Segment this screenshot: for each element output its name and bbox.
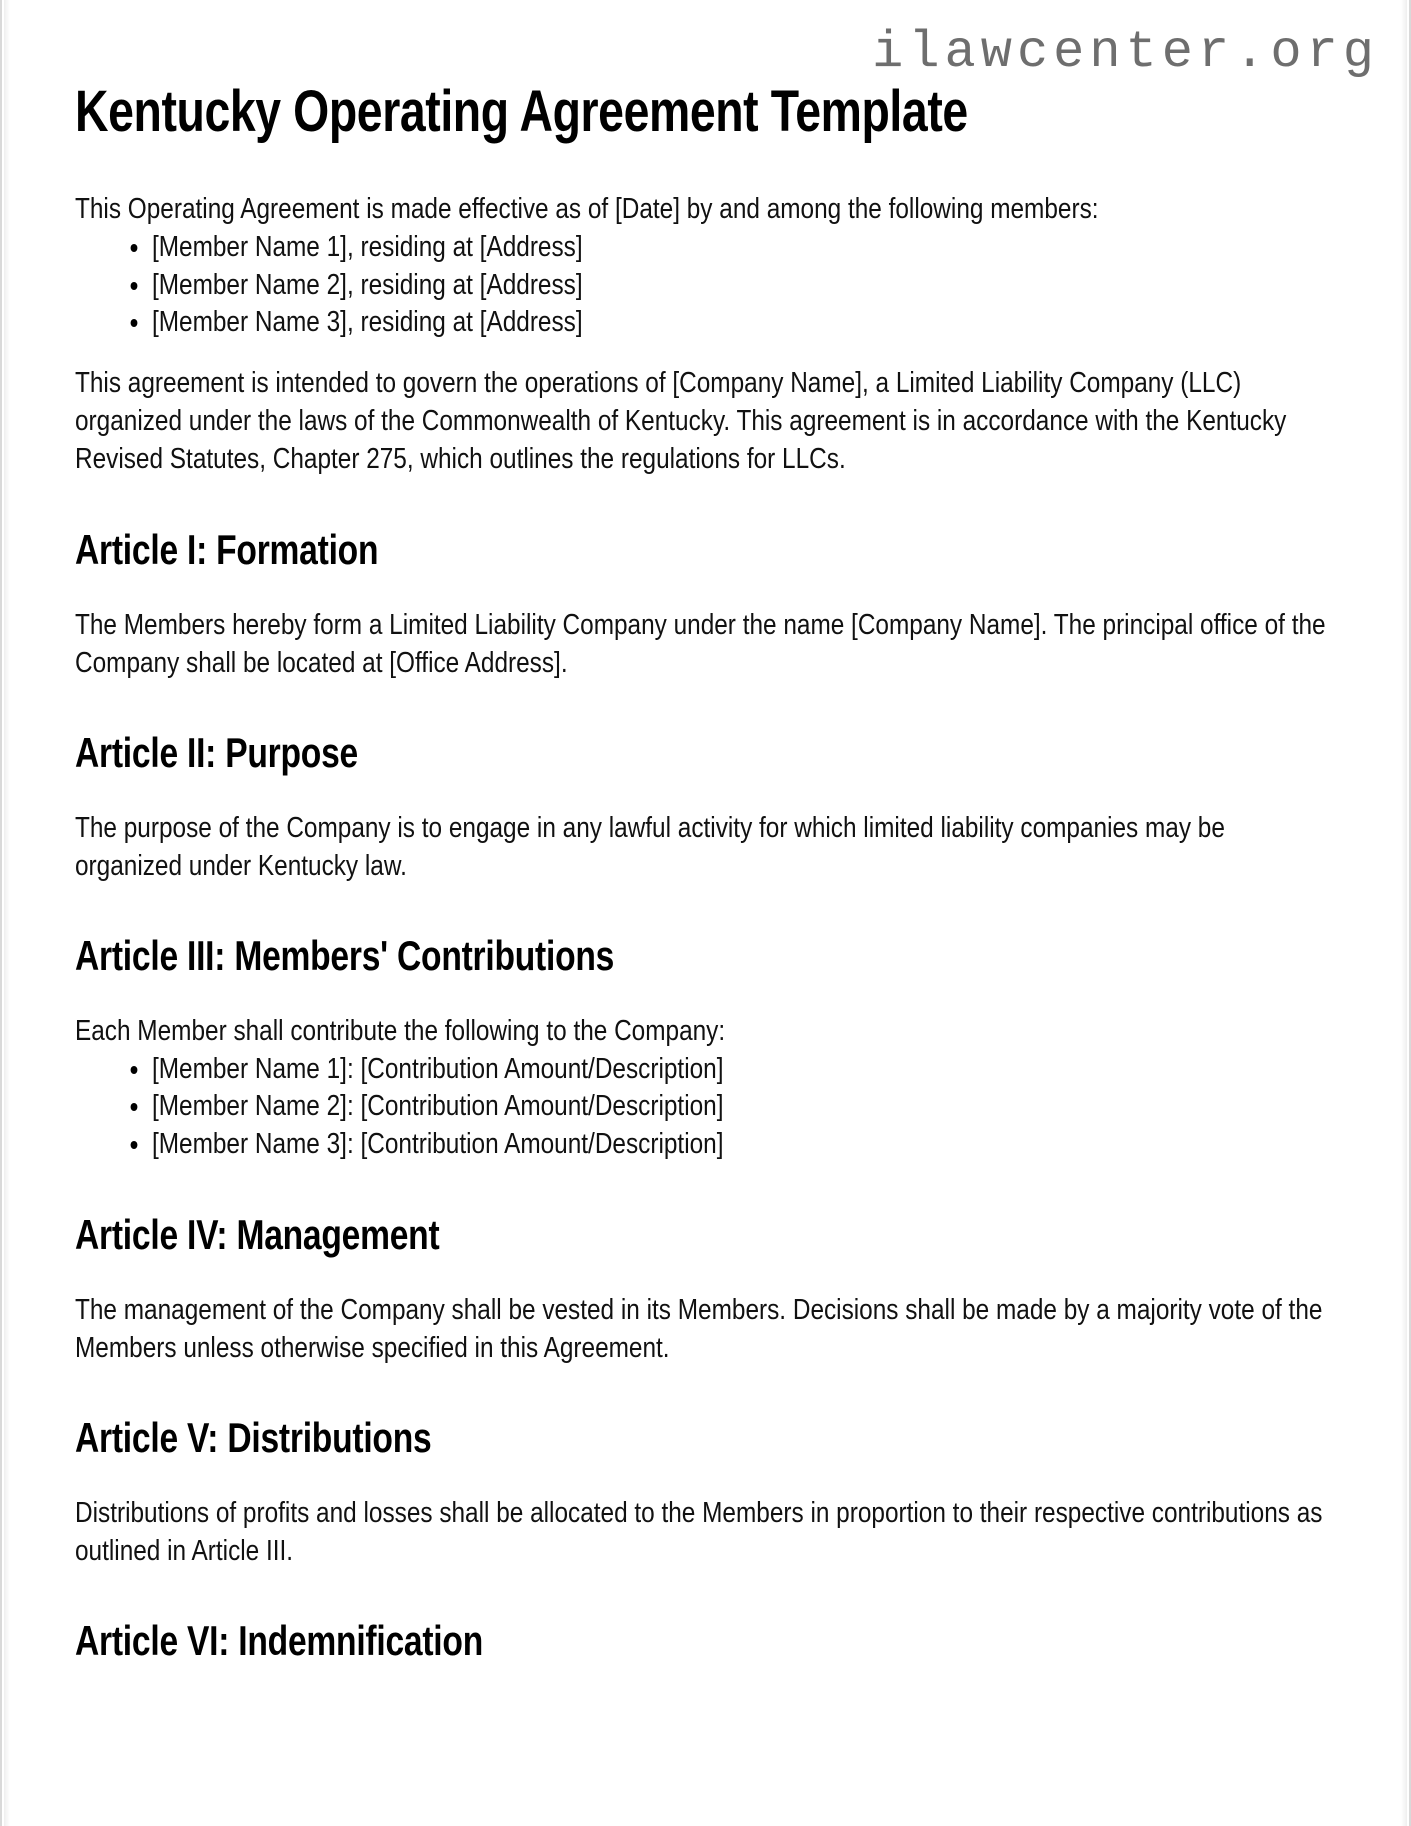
article-body-4: The management of the Company shall be vested in its Members. Decisions shall be made by a majority vote of the Members unless otherwise specified in this Agreement. (75, 1294, 1323, 1365)
article-heading-5: Article V: Distributions (75, 1414, 432, 1461)
article-body-1: The Members hereby form a Limited Liability Company under the name [Company Name]. The principal office of the Company shall be located at [Office Address]. (75, 609, 1326, 679)
members-list (75, 229, 1380, 343)
site-watermark: ilawcenter.org (872, 23, 1379, 82)
list-item: [Member Name 1], residing at [Address] (128, 229, 1380, 267)
list-item: [Member Name 1]: [Contribution Amount/Description] (128, 1051, 1380, 1089)
list-item: [Member Name 3], residing at [Address] (128, 304, 1380, 342)
article-body-3: Each Member shall contribute the following to the Company: (75, 1014, 726, 1047)
governing-law-paragraph: This agreement is intended to govern the operations of [Company Name], a Limited Liability Company (LLC) organized under the laws of the Commonwealth of Kentucky. This agreement is in accordance with the Kentucky Revised Statutes, Chapter 275, which outlines the regulations for LLCs. (75, 367, 1287, 476)
article-heading-4: Article IV: Management (75, 1211, 440, 1259)
list-item: [Member Name 3]: [Contribution Amount/Description] (128, 1126, 1380, 1164)
article-heading-6: Article VI: Indemnification (75, 1616, 483, 1664)
article-heading-2: Article II: Purpose (75, 728, 358, 776)
page-left-edge (4, 0, 10, 1826)
article-body-2: The purpose of the Company is to engage in any lawful activity for which limited liability companies may be organized under Kentucky law. (75, 811, 1225, 882)
article-heading-3: Article III: Members' Contributions (75, 931, 615, 979)
page-right-edge (1401, 0, 1407, 1826)
intro-paragraph: This Operating Agreement is made effective as of [Date] by and among the following members: (75, 192, 1099, 225)
document-content (75, 0, 1327, 1664)
list-item: [Member Name 2]: [Contribution Amount/Description] (128, 1088, 1380, 1126)
contributions-list (75, 1051, 1380, 1165)
page-title: Kentucky Operating Agreement Template (75, 79, 968, 144)
list-item: [Member Name 2], residing at [Address] (128, 267, 1380, 305)
article-body-5: Distributions of profits and losses shall be allocated to the Members in proportion to their respective contributions as outlined in Article III. (75, 1497, 1323, 1567)
article-heading-1: Article I: Formation (75, 525, 379, 573)
